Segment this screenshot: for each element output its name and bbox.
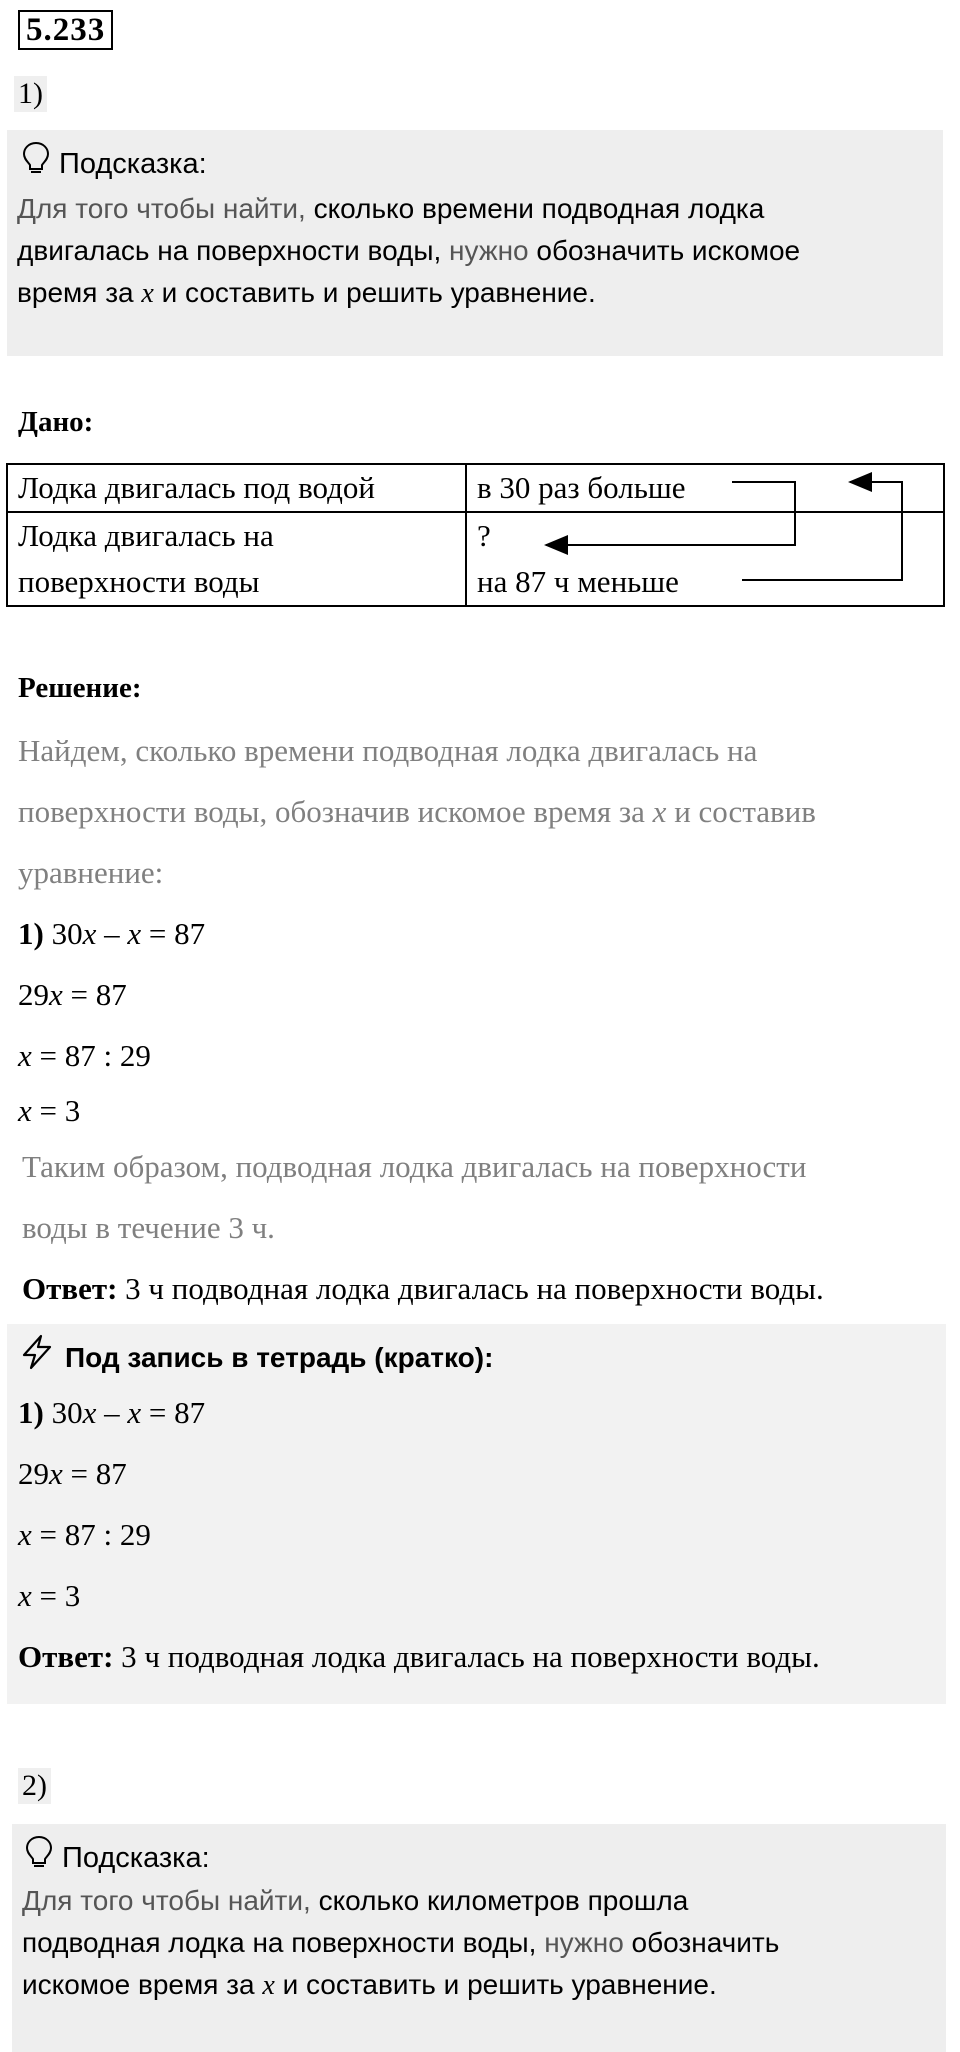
hint-box-part-2	[12, 1824, 946, 2052]
answer: Ответ: 3 ч подводная лодка двигалась на поверхности воды.	[22, 1271, 824, 1306]
equation: x = 3	[18, 1578, 81, 1613]
lightbulb-icon	[24, 1834, 54, 1881]
solution-text: поверхности воды, обозначив искомое время за x и составив	[18, 794, 816, 829]
relation-arrows	[0, 0, 960, 620]
equation: 29x = 87	[18, 977, 127, 1012]
part-1-label: 1)	[14, 76, 47, 112]
hint-title: Подсказка:	[59, 147, 207, 180]
equation: 1) 30x – x = 87	[18, 916, 206, 951]
hint-text: Для того чтобы найти, сколько километров прошла подводная лодка на поверхности воды, нужно обозначить искомое время за x и составить и решить уравнение.	[22, 1885, 780, 2001]
equation: 1) 30x – x = 87	[18, 1395, 206, 1430]
given-cell: в 30 раз больше	[466, 464, 944, 512]
note-title: Под запись в тетрадь (кратко):	[65, 1341, 494, 1373]
note-box	[7, 1324, 946, 1704]
solution-text: уравнение:	[18, 855, 164, 890]
part-2-label: 2)	[18, 1768, 51, 1804]
hint-text: Для того чтобы найти, сколько времени подводная лодка двигалась на поверхности воды, нужно обозначить искомое время за x и составить и решить уравнение.	[17, 193, 801, 309]
solution-text: Найдем, сколько времени подводная лодка двигалась на	[18, 733, 758, 768]
task-number: 5.233	[18, 10, 113, 50]
given-heading: Дано:	[18, 406, 94, 438]
equation: 29x = 87	[18, 1456, 127, 1491]
lightning-icon	[19, 1334, 55, 1381]
equation: x = 87 : 29	[18, 1038, 151, 1073]
hint-header	[24, 1834, 210, 1881]
given-cell: ? на 87 ч меньше	[466, 512, 944, 606]
solution-body	[18, 720, 824, 1319]
given-cell: Лодка двигалась под водой	[7, 464, 466, 512]
note-body	[18, 1382, 820, 1687]
hint-title: Подсказка:	[62, 1841, 210, 1874]
conclusion-text: Таким образом, подводная лодка двигалась на поверхности	[22, 1149, 807, 1184]
arrow-2	[742, 482, 902, 580]
given-cell: Лодка двигалась на поверхности воды	[7, 512, 466, 606]
note-header	[19, 1334, 493, 1381]
conclusion-text: воды в течение 3 ч.	[22, 1210, 275, 1245]
equation: x = 3	[18, 1093, 81, 1128]
answer: Ответ: 3 ч подводная лодка двигалась на поверхности воды.	[18, 1639, 820, 1674]
arrow-1	[546, 482, 795, 545]
equation: x = 87 : 29	[18, 1517, 151, 1552]
solution-heading: Решение:	[18, 672, 142, 704]
